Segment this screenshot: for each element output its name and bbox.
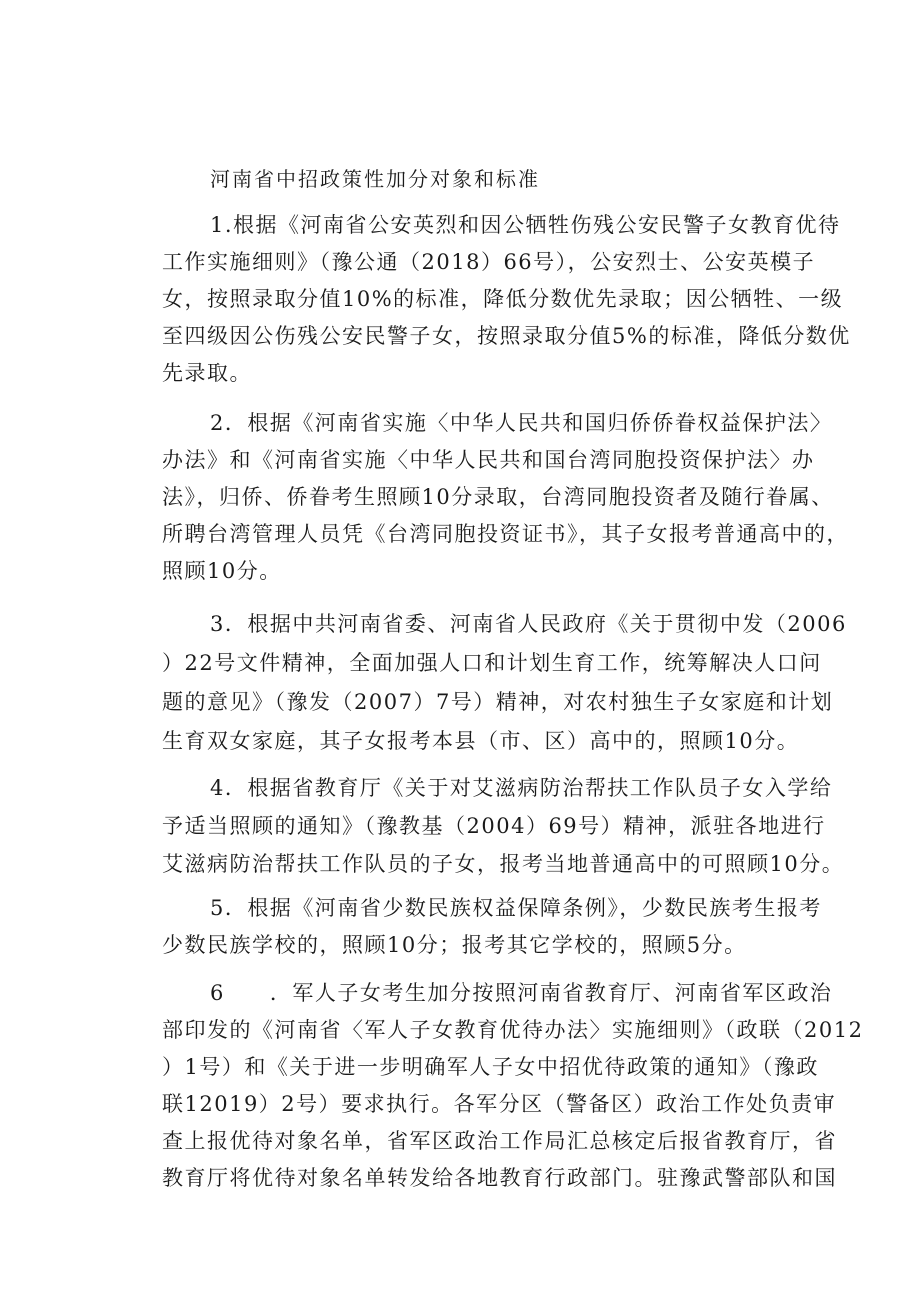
paragraph-3-line-2: ）22号文件精神，全面加强人口和计划生育工作，统筹解决人口问 xyxy=(162,651,822,675)
paragraph-6-line-6: 教育厅将优待对象名单转发给各地教育行政部门。驻豫武警部队和国 xyxy=(162,1166,837,1190)
paragraph-3-line-4: 生育双女家庭，其子女报考本县（市、区）高中的，照顾10分。 xyxy=(162,729,800,753)
paragraph-5-line-2: 少数民族学校的，照顾10分；报考其它学校的，照顾5分。 xyxy=(162,933,747,957)
paragraph-1-line-3: 女，按照录取分值10%的标准，降低分数优先录取；因公牺牲、一级 xyxy=(162,287,844,311)
paragraph-1-line-4: 至四级因公伤残公安民警子女，按照录取分值5%的标准，降低分数优 xyxy=(162,324,851,348)
paragraph-4-line-3: 艾滋病防治帮扶工作队员的子女，报考当地普通高中的可照顾10分。 xyxy=(162,852,845,876)
paragraph-5-line-1: 5．根据《河南省少数民族权益保障条例》，少数民族考生报考 xyxy=(210,896,822,920)
document-title: 河南省中招政策性加分对象和标准 xyxy=(210,167,540,191)
paragraph-4-line-2: 予适当照顾的通知》（豫教基（2004）69号）精神，派驻各地进行 xyxy=(162,814,826,838)
paragraph-2-line-1: 2．根据《河南省实施〈中华人民共和国归侨侨眷权益保护法〉 xyxy=(210,411,833,435)
paragraph-4-line-1: 4．根据省教育厅《关于对艾滋病防治帮扶工作队员子女入学给 xyxy=(210,776,833,800)
paragraph-1-line-1: 1.根据《河南省公安英烈和因公牺牲伤残公安民警子女教育优待 xyxy=(210,213,841,237)
paragraph-6-line-3: ）1号）和《关于进一步明确军人子女中招优待政策的通知》（豫政 xyxy=(162,1055,819,1079)
paragraph-6-line-4: 联12019）2号）要求执行。各军分区（警备区）政治工作处负责审 xyxy=(162,1092,837,1116)
paragraph-6-line-1: 6 ．军人子女考生加分按照河南省教育厅、河南省军区政治 xyxy=(210,981,833,1005)
paragraph-1-line-5: 先录取。 xyxy=(162,361,252,385)
paragraph-2-line-5: 照顾10分。 xyxy=(162,559,282,583)
paragraph-3-line-3: 题的意见》（豫发（2007）7号）精神，对农村独生子女家庭和计划 xyxy=(162,690,834,714)
paragraph-1-line-2: 工作实施细则》（豫公通（2018）66号），公安烈士、公安英模子 xyxy=(162,250,816,274)
paragraph-6-line-2: 部印发的《河南省〈军人子女教育优待办法〉实施细则》（政联（2012 xyxy=(162,1018,864,1042)
paragraph-2-line-4: 所聘台湾管理人员凭《台湾同胞投资证书》，其子女报考普通高中的， xyxy=(162,522,849,546)
paragraph-3-line-1: 3．根据中共河南省委、河南省人民政府《关于贯彻中发（2006 xyxy=(210,612,847,636)
paragraph-2-line-3: 法》，归侨、侨眷考生照顾10分录取，台湾同胞投资者及随行眷属、 xyxy=(162,485,834,509)
paragraph-2-line-2: 办法》和《河南省实施〈中华人民共和国台湾同胞投资保护法〉办 xyxy=(162,448,815,472)
paragraph-6-line-5: 查上报优待对象名单，省军区政治工作局汇总核定后报省教育厅，省 xyxy=(162,1129,837,1153)
